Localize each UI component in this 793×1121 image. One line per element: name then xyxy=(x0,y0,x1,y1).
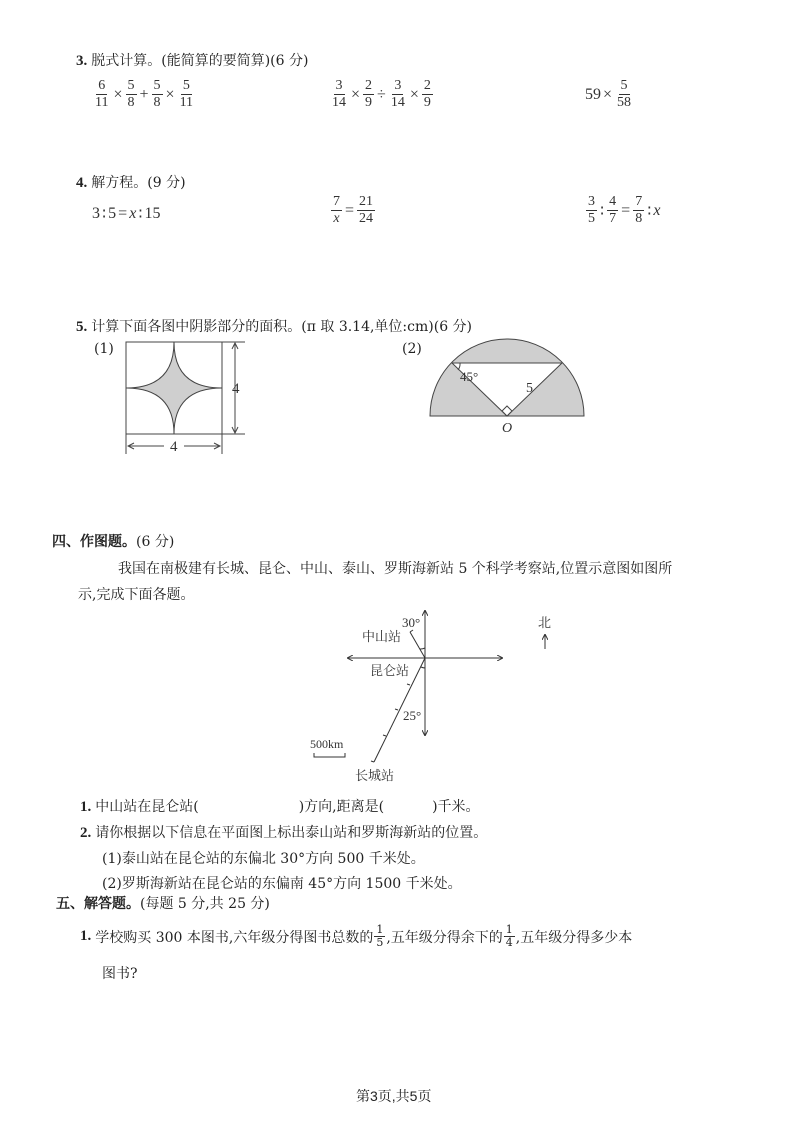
q4-eq1 xyxy=(92,204,160,224)
center-label: O xyxy=(502,421,513,436)
denominator: 9 xyxy=(365,95,373,110)
operator: ∶ xyxy=(600,202,605,220)
antarctic-station-map xyxy=(300,605,560,785)
operator: ÷ xyxy=(377,85,386,103)
numerator: 4 xyxy=(609,194,617,209)
operator: + xyxy=(139,85,149,103)
fraction xyxy=(374,924,385,949)
fig1-label: (1) xyxy=(94,341,114,357)
s5-q1 xyxy=(80,924,632,949)
term: 3 xyxy=(92,205,100,222)
numerator: 1 xyxy=(505,923,513,936)
section4-intro-line1: 我国在南极建有长城、昆仑、中山、泰山、罗斯海新站 5 个科学考察站,位置示意图如图所 xyxy=(118,561,673,577)
operator: = xyxy=(621,201,631,219)
fraction xyxy=(126,78,137,111)
numerator: 7 xyxy=(635,194,643,209)
denominator: 4 xyxy=(505,936,513,949)
denominator: 14 xyxy=(332,95,346,110)
shaded-region xyxy=(126,342,222,434)
width-label: 4 xyxy=(170,439,178,455)
scale-label: 500km xyxy=(310,737,344,751)
denominator: x xyxy=(333,211,340,226)
tick xyxy=(383,735,386,736)
fraction xyxy=(586,194,597,227)
fig2-label: (2) xyxy=(402,341,422,357)
denominator: 8 xyxy=(127,95,135,110)
operator: × xyxy=(113,85,123,103)
fig2-semicircle-diagram xyxy=(420,338,600,438)
fraction xyxy=(363,78,374,111)
s4-q1-text-c: )千米。 xyxy=(432,799,480,815)
numerator: 3 xyxy=(394,78,402,93)
fraction xyxy=(331,194,342,227)
numerator: 3 xyxy=(588,194,595,209)
fraction xyxy=(330,78,348,111)
angle-arc xyxy=(421,667,425,668)
numerator: 5 xyxy=(182,78,190,93)
denominator: 8 xyxy=(153,95,161,110)
fraction xyxy=(615,78,633,111)
numerator: 6 xyxy=(98,78,106,93)
s4-q1 xyxy=(80,796,480,816)
tick xyxy=(410,630,413,632)
numerator: 5 xyxy=(620,78,628,93)
angle-30-label: 30° xyxy=(402,615,421,630)
tick xyxy=(407,684,410,685)
tick xyxy=(371,761,374,762)
zhongshan-label: 中山站 xyxy=(362,630,402,645)
s4-q2-number: 2. xyxy=(80,825,92,841)
angle-label: 45° xyxy=(460,369,479,384)
variable: x xyxy=(653,201,661,219)
operator: ∶ xyxy=(647,202,652,220)
term: 5 xyxy=(108,205,117,222)
numerator: 2 xyxy=(365,78,373,93)
numerator: 5 xyxy=(153,78,161,93)
s4-q2-sub2: (2)罗斯海新站在昆仑站的东偏南 45°方向 1500 千米处。 xyxy=(102,876,462,892)
s5-q1-text-a: 学校购买 300 本图书,六年级分得图书总数的 xyxy=(95,929,374,946)
fraction xyxy=(607,194,618,227)
denominator: 5 xyxy=(588,211,595,226)
fraction xyxy=(633,194,644,227)
q3-expr1 xyxy=(92,78,196,111)
q3-expr2 xyxy=(329,78,434,111)
fraction xyxy=(357,194,375,227)
term: 15 xyxy=(144,205,161,222)
integer: 59 xyxy=(585,85,601,103)
s4-q1-text-b: )方向,距离是( xyxy=(298,799,385,815)
s5-q1-number: 1. xyxy=(80,928,92,944)
q3-expr3 xyxy=(585,78,634,111)
denominator: 58 xyxy=(617,95,632,110)
denominator: 11 xyxy=(179,95,194,110)
tick xyxy=(395,709,398,710)
kunlun-label: 昆仑站 xyxy=(370,664,410,679)
fraction xyxy=(152,78,163,111)
variable: x xyxy=(129,205,137,222)
section5-heading xyxy=(56,893,270,913)
operator: × xyxy=(351,85,361,103)
denominator: 11 xyxy=(95,95,109,110)
operator: × xyxy=(603,85,613,103)
section4-score: (6 分) xyxy=(136,534,175,550)
denominator: 7 xyxy=(609,211,617,226)
fraction xyxy=(389,78,407,111)
q4-eq3 xyxy=(585,194,660,227)
q4-eq2 xyxy=(330,194,376,227)
denominator: 8 xyxy=(635,211,643,226)
q5-number: 5. xyxy=(76,319,88,335)
changcheng-label: 长城站 xyxy=(355,769,395,784)
q3-heading xyxy=(76,50,308,70)
q5-title: 计算下面各图中阴影部分的面积。(π 取 3.14,单位:cm)(6 分) xyxy=(91,319,473,335)
q3-number: 3. xyxy=(76,53,88,69)
denominator: 5 xyxy=(376,936,384,949)
section5-score: (每题 5 分,共 25 分) xyxy=(140,896,270,912)
scale-bar xyxy=(314,753,345,757)
numerator: 5 xyxy=(127,78,135,93)
q4-title: 解方程。(9 分) xyxy=(91,175,186,191)
section5-title: 五、解答题。 xyxy=(56,896,140,912)
denominator: 9 xyxy=(423,95,431,110)
fig1-square-star-diagram xyxy=(120,336,250,458)
s5-q1-text-c: ,五年级分得多少本 xyxy=(515,929,633,946)
fraction xyxy=(422,78,433,111)
fraction xyxy=(178,78,195,111)
section4-intro-line2: 示,完成下面各题。 xyxy=(78,587,195,603)
q3-title: 脱式计算。(能简算的要简算)(6 分) xyxy=(91,53,309,69)
section4-heading xyxy=(52,531,174,551)
s4-q1-text-a: 中山站在昆仑站( xyxy=(95,799,199,815)
side-label: 5 xyxy=(526,381,533,396)
zhongshan-bearing-line xyxy=(410,632,425,658)
fraction xyxy=(504,924,515,949)
s5-q1-text-d: 图书? xyxy=(102,966,138,982)
angle-arc xyxy=(420,648,425,649)
s4-q1-number: 1. xyxy=(80,799,92,815)
operator: ∶ xyxy=(102,206,107,223)
height-label: 4 xyxy=(232,381,240,397)
numerator: 3 xyxy=(335,78,343,93)
s4-q2-text: 请你根据以下信息在平面图上标出泰山站和罗斯海新站的位置。 xyxy=(95,825,488,841)
north-label: 北 xyxy=(538,616,552,631)
s4-q2-sub1: (1)泰山站在昆仑站的东偏北 30°方向 500 千米处。 xyxy=(102,851,425,867)
q5-heading xyxy=(76,316,472,336)
fraction xyxy=(93,78,110,111)
page-indicator: 第3页,共5页 xyxy=(356,1088,432,1104)
operator: × xyxy=(165,85,175,103)
operator: ∶ xyxy=(138,206,143,223)
section4-title: 四、作图题。 xyxy=(52,534,136,550)
q4-heading xyxy=(76,172,186,192)
operator: × xyxy=(409,85,419,103)
numerator: 7 xyxy=(333,194,340,209)
denominator: 14 xyxy=(390,95,405,110)
angle-25-label: 25° xyxy=(403,708,422,723)
s4-q2 xyxy=(80,822,487,842)
operator: = xyxy=(345,201,355,219)
s5-q1-text-b: ,五年级分得余下的 xyxy=(386,929,503,946)
q4-number: 4. xyxy=(76,175,88,191)
numerator: 2 xyxy=(423,78,431,93)
numerator: 21 xyxy=(359,194,374,209)
numerator: 1 xyxy=(376,923,384,936)
operator: = xyxy=(118,205,128,222)
denominator: 24 xyxy=(359,211,374,226)
